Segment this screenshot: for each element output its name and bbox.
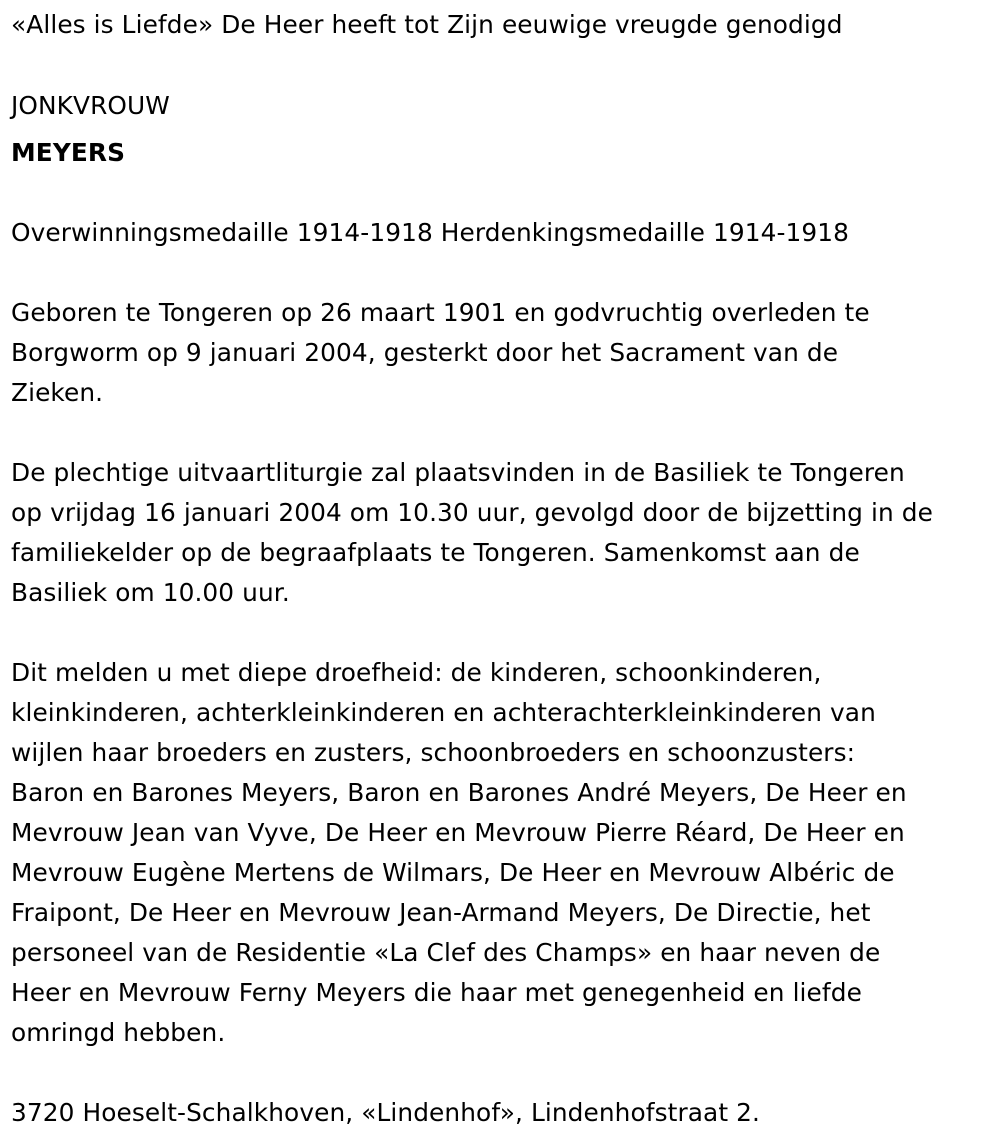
paragraph-line: Baron en Barones Meyers, Baron en Barones André Meyers, De Heer en bbox=[11, 778, 907, 807]
paragraph-line: op vrijdag 16 januari 2004 om 10.30 uur, gevolgd door de bijzetting in de bbox=[11, 498, 933, 527]
paragraph-line: Mevrouw Jean van Vyve, De Heer en Mevrouw Pierre Réard, De Heer en bbox=[11, 818, 905, 847]
paragraph-line: De plechtige uitvaartliturgie zal plaatsvinden in de Basiliek te Tongeren bbox=[11, 458, 905, 487]
announcement-paragraph bbox=[11, 653, 991, 1053]
paragraph-line: personeel van de Residentie «La Clef des Champs» en haar neven de bbox=[11, 938, 881, 967]
obituary-notice bbox=[11, 0, 991, 1133]
surname-heading: MEYERS bbox=[11, 138, 126, 167]
paragraph-line: Dit melden u met diepe droefheid: de kinderen, schoonkinderen, bbox=[11, 658, 822, 687]
motto-line: «Alles is Liefde» De Heer heeft tot Zijn eeuwige vreugde genodigd bbox=[11, 10, 843, 39]
spacer bbox=[11, 613, 991, 653]
paragraph-line: Heer en Mevrouw Ferny Meyers die haar met genegenheid en liefde bbox=[11, 978, 862, 1007]
paragraph-line: familiekelder op de begraafplaats te Tongeren. Samenkomst aan de bbox=[11, 538, 860, 567]
address-line: 3720 Hoeselt-Schalkhoven, «Lindenhof», Lindenhofstraat 2. bbox=[11, 1098, 760, 1127]
funeral-paragraph bbox=[11, 453, 991, 613]
paragraph-line: Fraipont, De Heer en Mevrouw Jean-Armand Meyers, De Directie, het bbox=[11, 898, 871, 927]
paragraph-line: kleinkinderen, achterkleinkinderen en achterachterkleinkinderen van bbox=[11, 698, 876, 727]
paragraph-line: Basiliek om 10.00 uur. bbox=[11, 578, 290, 607]
birth-death-paragraph bbox=[11, 293, 991, 413]
paragraph-line: omringd hebben. bbox=[11, 1018, 226, 1047]
paragraph-line: Mevrouw Eugène Mertens de Wilmars, De Heer en Mevrouw Albéric de bbox=[11, 858, 895, 887]
paragraph-line: Zieken. bbox=[11, 378, 104, 407]
spacer bbox=[11, 45, 991, 85]
spacer bbox=[11, 1053, 991, 1093]
paragraph-line: Geboren te Tongeren op 26 maart 1901 en godvruchtig overleden te bbox=[11, 298, 870, 327]
medals-line: Overwinningsmedaille 1914-1918 Herdenkingsmedaille 1914-1918 bbox=[11, 218, 850, 247]
paragraph-line: wijlen haar broeders en zusters, schoonbroeders en schoonzusters: bbox=[11, 738, 856, 767]
paragraph-line: Borgworm op 9 januari 2004, gesterkt door het Sacrament van de bbox=[11, 338, 839, 367]
spacer bbox=[11, 413, 991, 453]
spacer bbox=[11, 173, 991, 213]
spacer bbox=[11, 253, 991, 293]
honorific-title: JONKVROUW bbox=[11, 91, 170, 120]
